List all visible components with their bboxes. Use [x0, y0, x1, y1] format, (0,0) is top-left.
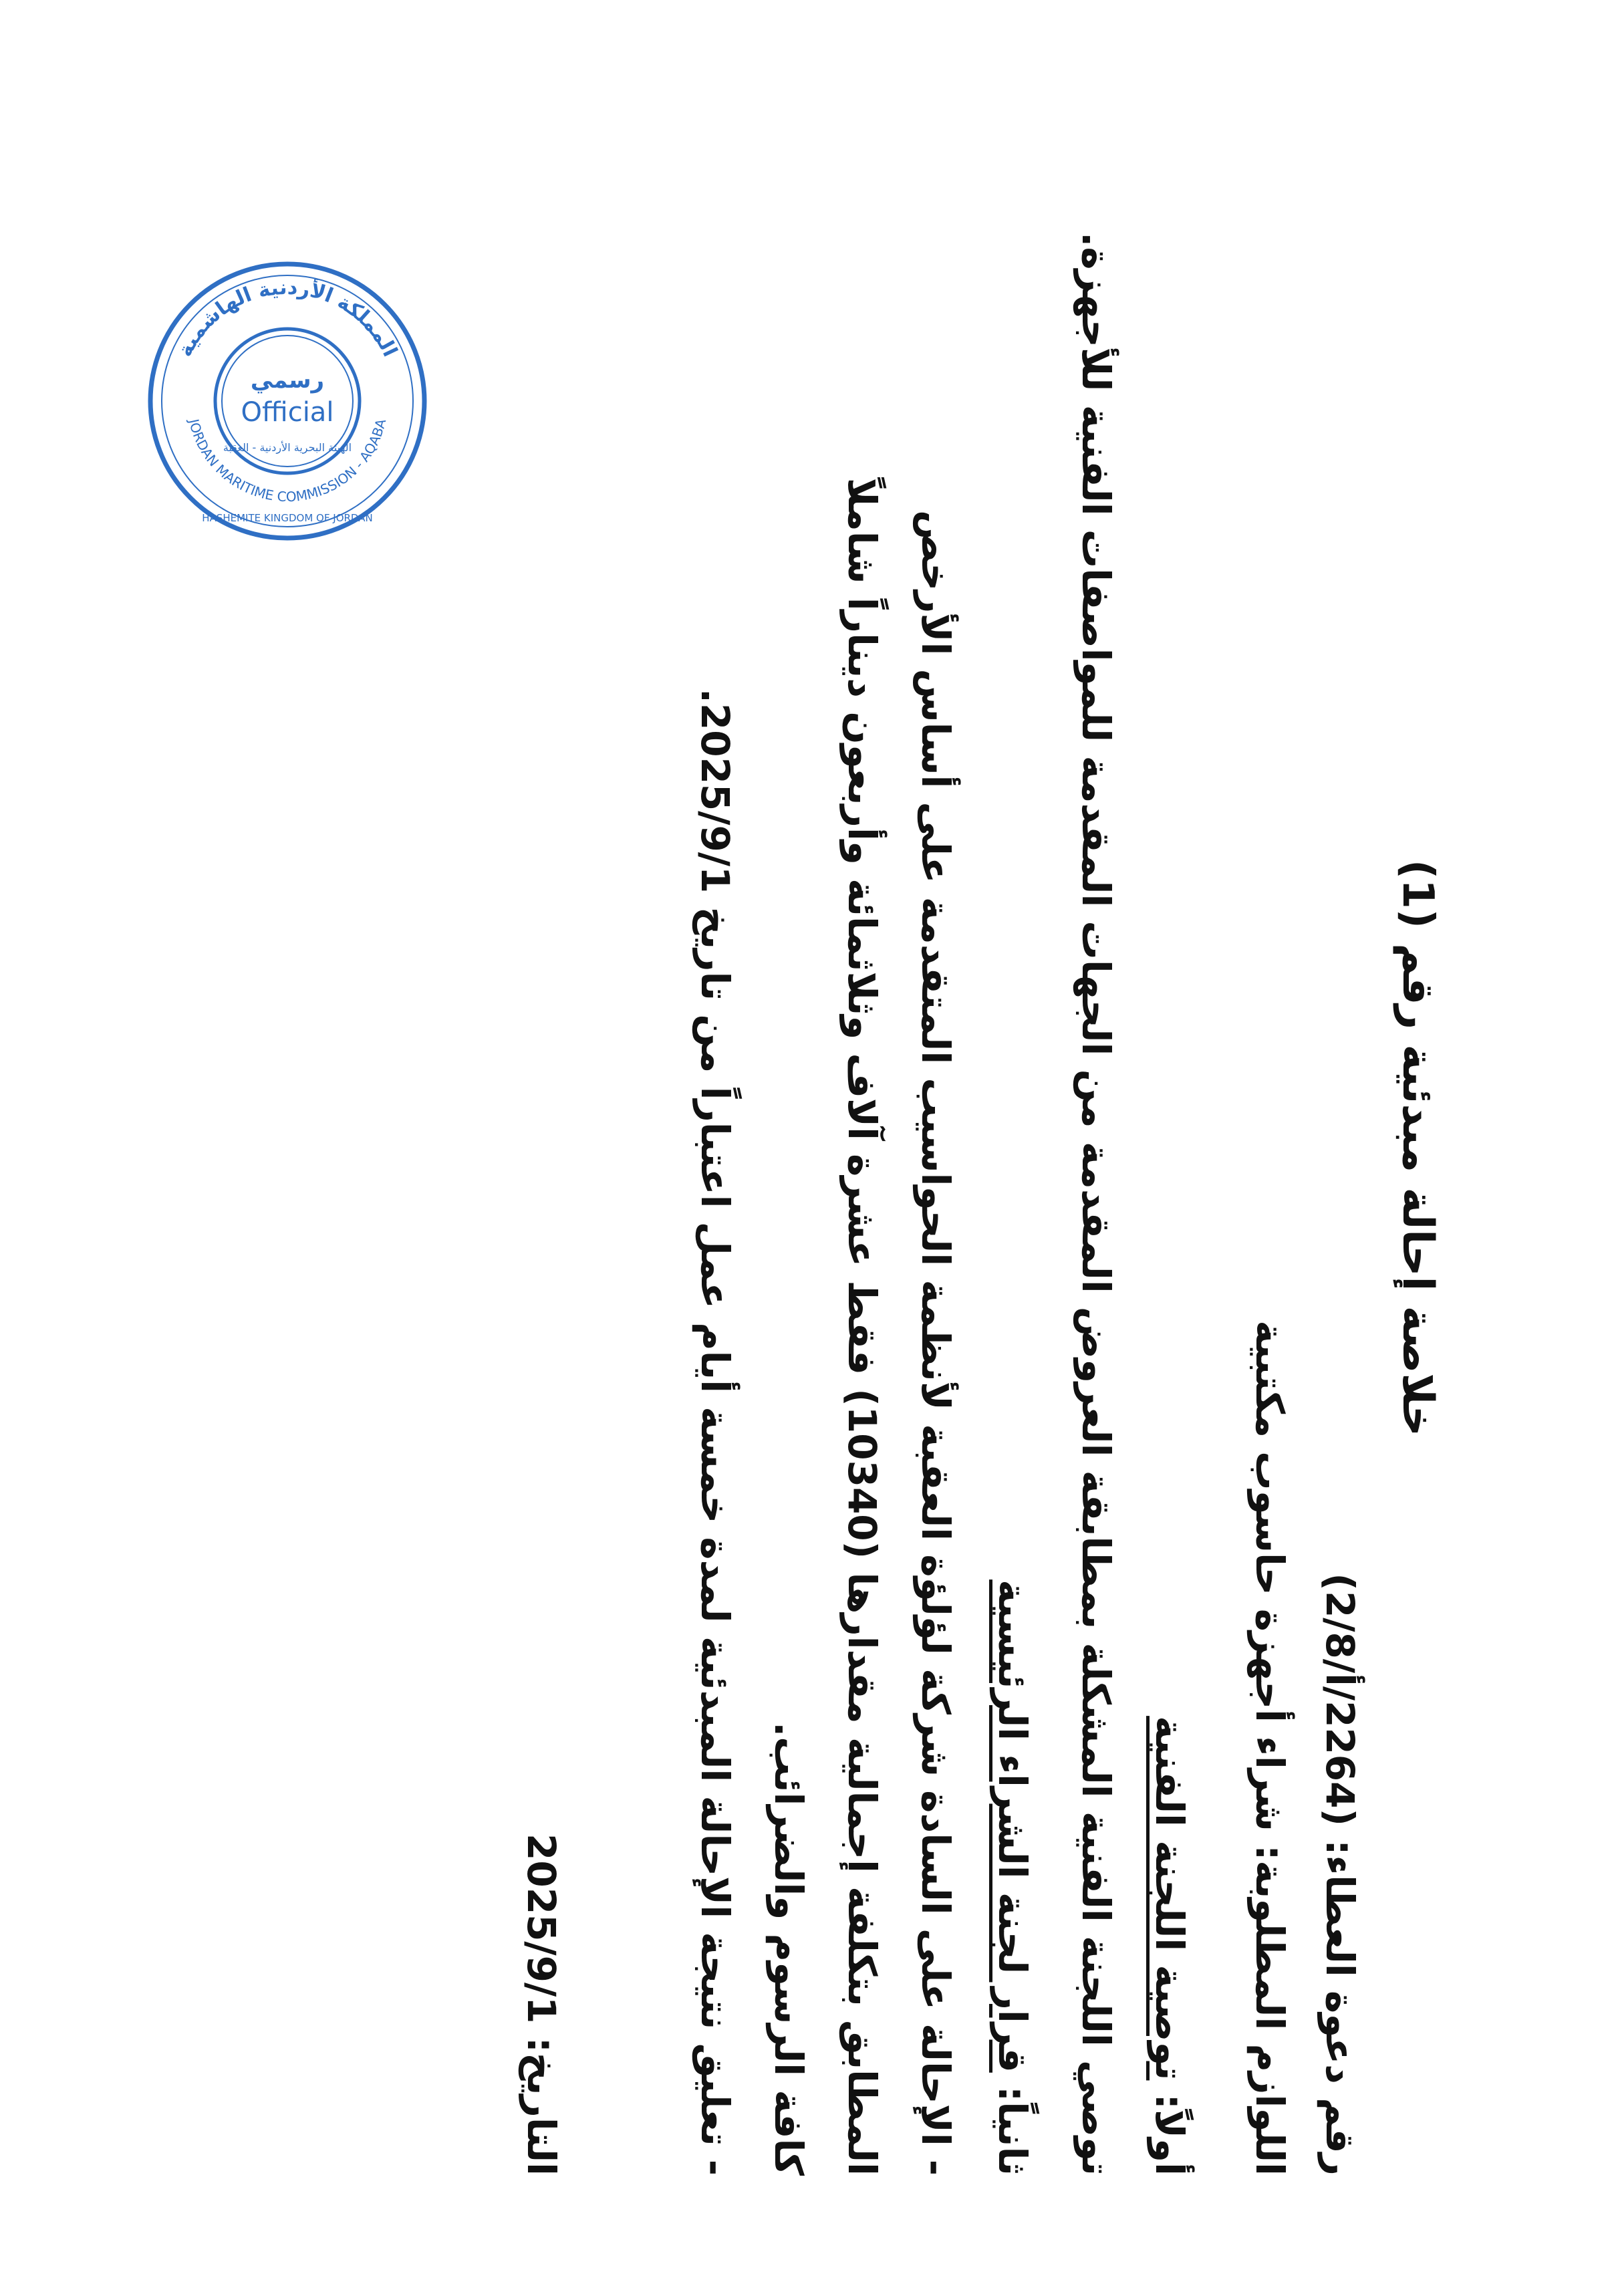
award-line-2: المطابق بتكلفة إجمالية مقدارها (10340) فقط عشرة آلاف وثلاثمائة وأربعون ديناراً شاملاً: [839, 477, 885, 2176]
date-label: التاريخ:: [519, 2037, 564, 2176]
stamp-center-english: Official: [241, 397, 334, 428]
section-first-body: توصي اللجنة الفنية المشكلة بمطابقة العروض المقدمة من الجهات المقدمة للمواصفات الفنية للأجهزة.: [1073, 232, 1119, 2176]
items-line: [1246, 0, 1293, 2296]
section-second-heading: [988, 0, 1035, 2296]
stamp-arabic-sub: الهيئة البحرية الأردنية - العقبة: [223, 441, 352, 454]
first-heading: توصية اللجنة الفنية: [1147, 1716, 1192, 2081]
stamp-english-bottom: HASHEMITE KINGDOM OF JORDAN: [202, 512, 373, 524]
date-line: [517, 0, 564, 2296]
award-line-1: - الإحالة على السادة شركة لؤلؤة العقبة لأنظمة الحواسيب المتقدمة على أساس الأرخص: [913, 510, 958, 2176]
items-value: شراء أجهزة حاسوب مكتبية: [1247, 1320, 1293, 1831]
second-heading: قرار لجنة الشراء الرئيسية: [990, 1579, 1035, 2073]
tender-label: رقم دعوة العطاء:: [1317, 1839, 1363, 2176]
items-label: اللوازم المطلوبة:: [1247, 1845, 1293, 2176]
section-first-heading: [1146, 0, 1192, 2296]
stamp-arabic-ring: المملكة الأردنية الهاشمية: [173, 275, 402, 361]
award-line-3: كافة الرسوم والضرائب.: [766, 1722, 811, 2176]
second-prefix: ثانياً:: [990, 2086, 1035, 2176]
tender-number: (2264/أ/2/8): [1317, 1573, 1363, 1827]
first-prefix: أولاً:: [1147, 2093, 1192, 2176]
date-value: 2025/9/1: [519, 1833, 564, 2024]
suspension-line: - تعليق نتيجة الإحالة المبدئية لمدة خمسة أيام عمل اعتباراً من تاريخ 2025/9/1.: [692, 688, 738, 2176]
tender-number-line: [1316, 0, 1363, 2296]
page-title: خلاصة إحالة مبدئية رقم (1): [1393, 859, 1442, 1437]
stamp-english-ring: JORDAN MARITIME COMMISSION - AQABA: [185, 417, 390, 505]
stamp-center-arabic: رسمي: [250, 367, 325, 394]
